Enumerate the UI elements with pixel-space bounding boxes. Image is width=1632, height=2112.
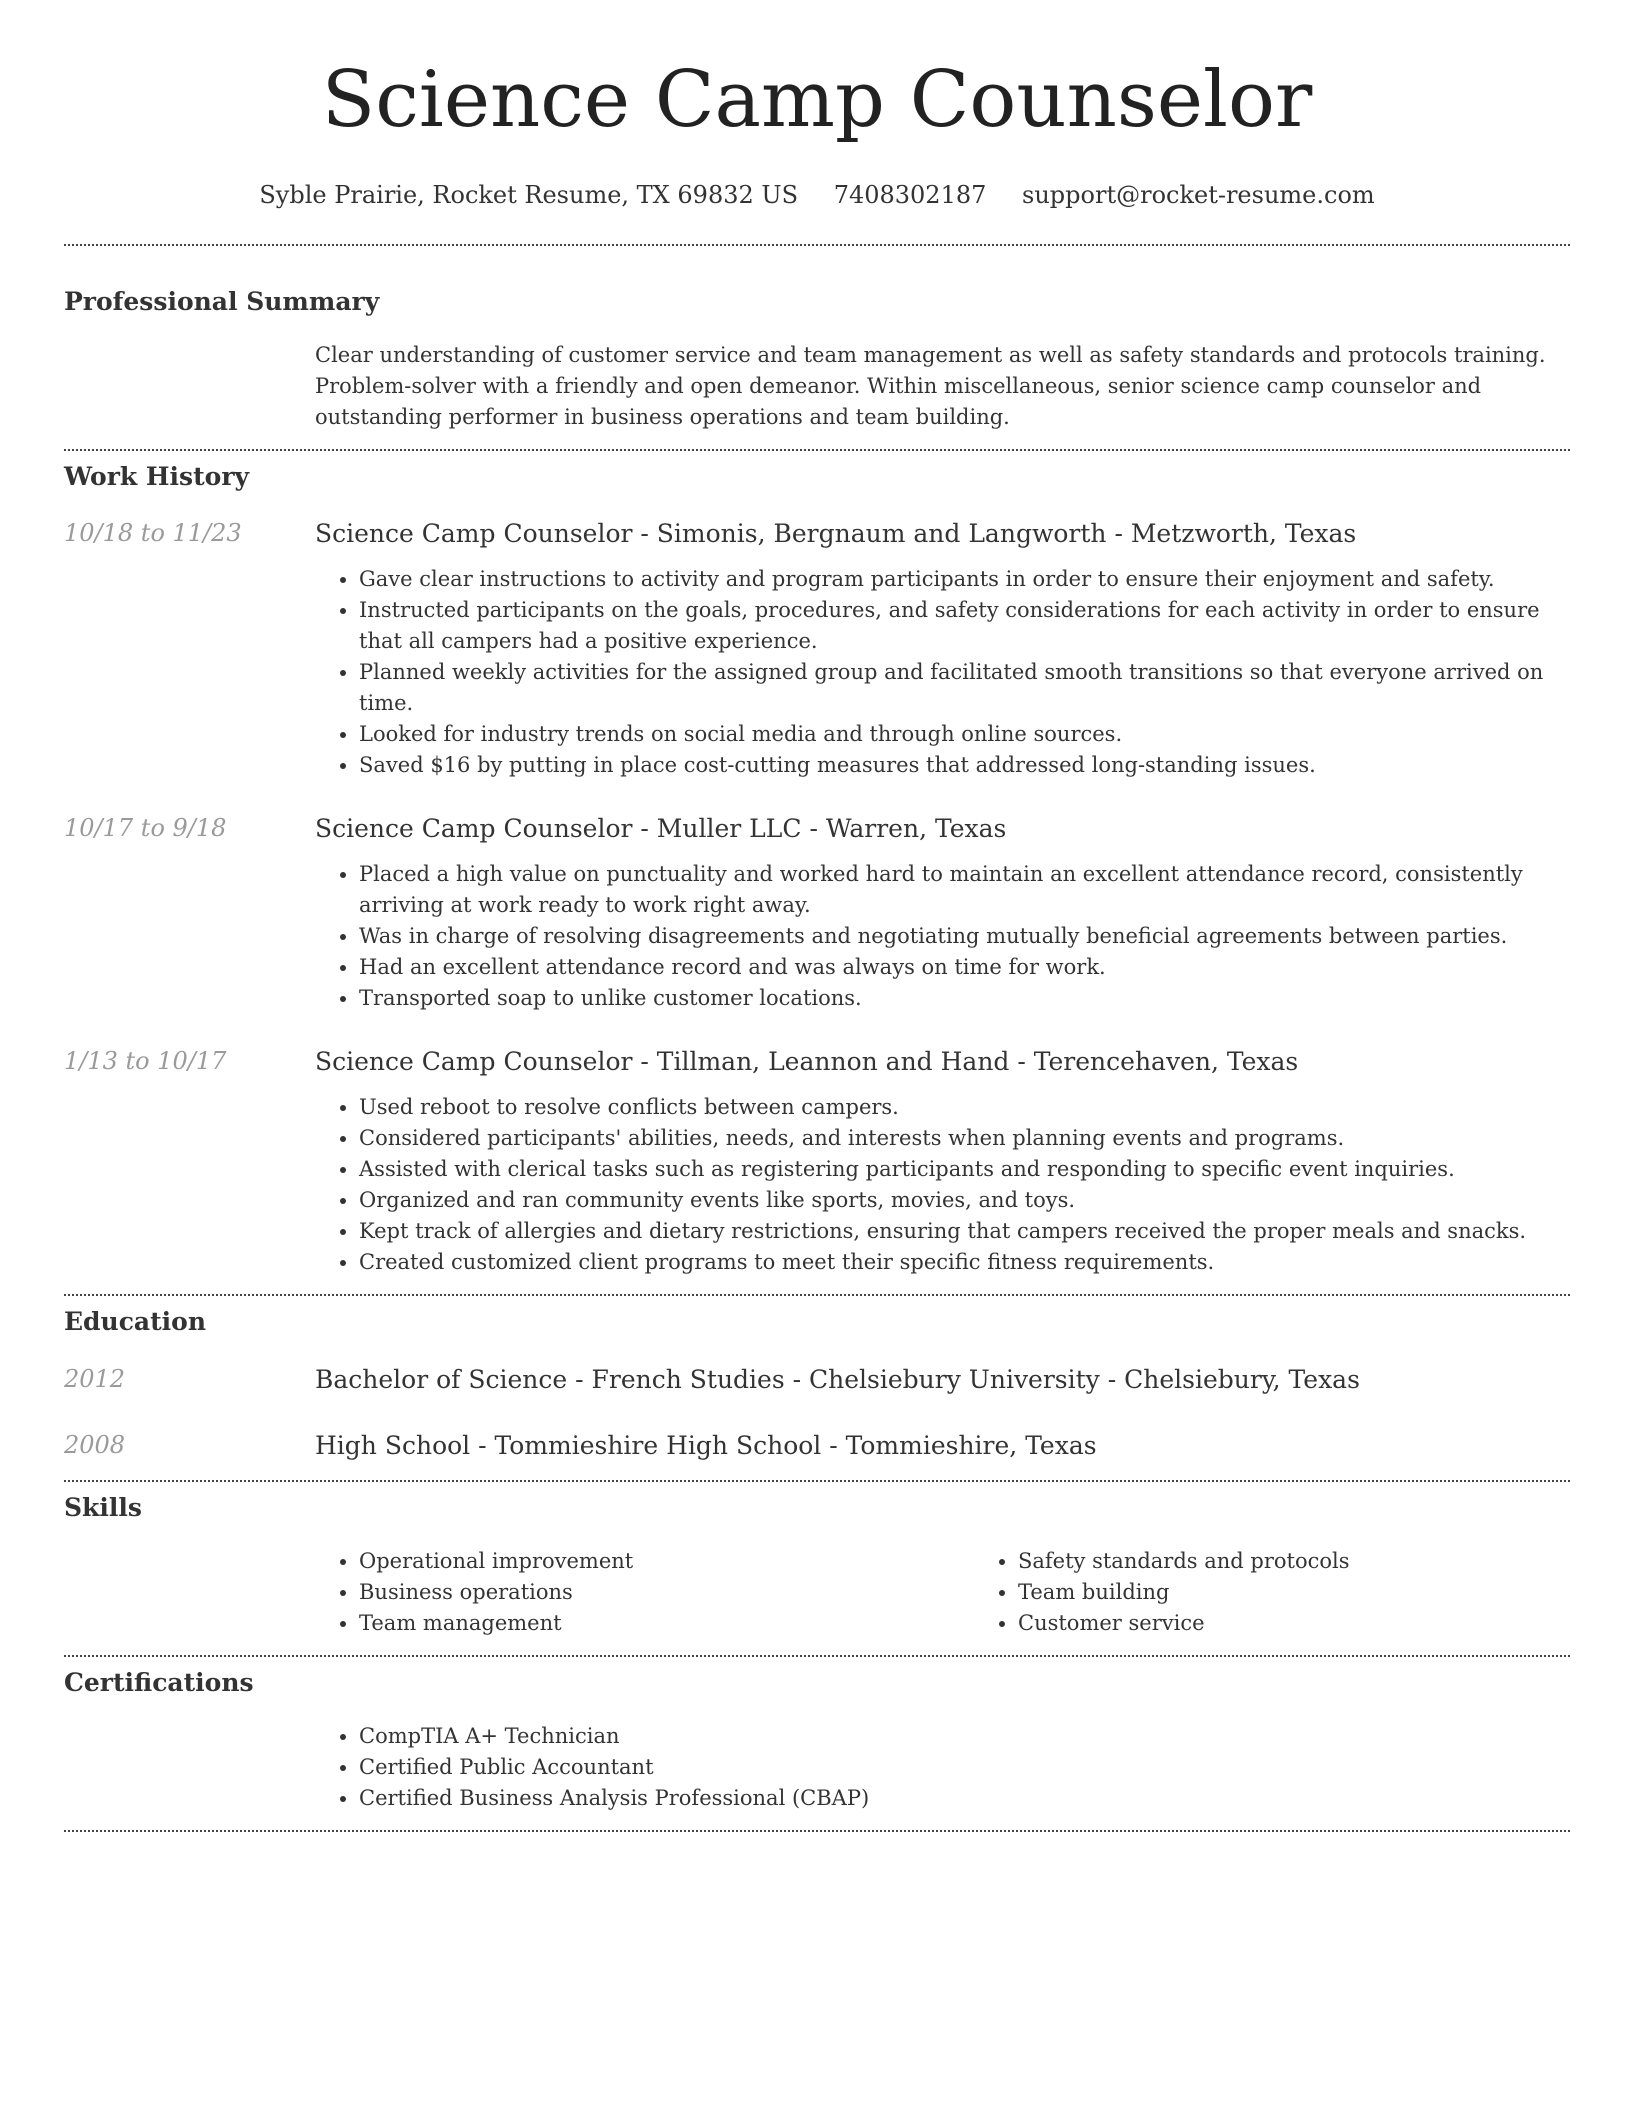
job-dates: 10/18 to 11/23 (64, 519, 242, 547)
section-title-work: Work History (64, 462, 250, 491)
list-item: • Team building (1018, 1577, 1632, 1608)
job-entry (64, 813, 1570, 1014)
job-bullets (315, 564, 1570, 781)
job-heading: Science Camp Counselor - Simonis, Bergnaum and Langworth - Metzworth, Texas (315, 519, 1357, 548)
list-item: • Used reboot to resolve conflicts between campers. (359, 1092, 1570, 1123)
list-item: • Organized and ran community events like sports, movies, and toys. (359, 1185, 1570, 1216)
list-item: • CompTIA A+ Technician (359, 1721, 1570, 1752)
list-item: • Team management (359, 1608, 974, 1639)
job-entry (64, 518, 1570, 781)
divider (64, 449, 1570, 451)
skills-list-left (315, 1546, 974, 1639)
contact-email: support@rocket-resume.com (1022, 181, 1375, 209)
list-item: • Business operations (359, 1577, 974, 1608)
list-item: • Created customized client programs to meet their specific fitness requirements. (359, 1247, 1570, 1278)
list-item: • Saved $16 by putting in place cost-cutting measures that addressed long-standing issues. (359, 750, 1570, 781)
resume-page (64, 0, 1570, 1832)
summary-section (64, 286, 1570, 433)
list-item: • Customer service (1018, 1608, 1632, 1639)
job-dates: 10/17 to 9/18 (64, 814, 227, 842)
list-item: • Gave clear instructions to activity and program participants in order to ensure their enjoyment and safety. (359, 564, 1570, 595)
list-item: • Assisted with clerical tasks such as registering participants and responding to specific event inquiries. (359, 1154, 1570, 1185)
list-item: • Safety standards and protocols (1018, 1546, 1632, 1577)
resume-name: Science Camp Counselor (321, 55, 1313, 145)
job-bullets (315, 859, 1570, 1014)
contact-address: Syble Prairie, Rocket Resume, TX 69832 US (259, 181, 799, 209)
list-item: • Considered participants' abilities, needs, and interests when planning events and programs. (359, 1123, 1570, 1154)
skills-section (64, 1492, 1570, 1639)
section-title-certifications: Certifications (64, 1668, 254, 1697)
list-item: • Operational improvement (359, 1546, 974, 1577)
summary-spacer (64, 340, 315, 433)
job-bullets (315, 1092, 1570, 1278)
job-dates: 1/13 to 10/17 (64, 1047, 227, 1075)
certifications-list (315, 1721, 1570, 1814)
contact-line (64, 180, 1570, 210)
divider (64, 244, 1570, 246)
education-entry (64, 1364, 1570, 1396)
divider (64, 1655, 1570, 1657)
list-item: • Certified Business Analysis Professional (CBAP) (359, 1783, 1570, 1814)
certifications-section (64, 1667, 1570, 1814)
job-entry (64, 1046, 1570, 1278)
list-item: • Certified Public Accountant (359, 1752, 1570, 1783)
job-heading: Science Camp Counselor - Muller LLC - Warren, Texas (315, 814, 1007, 843)
divider (64, 1830, 1570, 1832)
education-year: 2008 (64, 1431, 126, 1459)
education-text: High School - Tommieshire High School - Tommieshire, Texas (315, 1431, 1097, 1460)
divider (64, 1480, 1570, 1482)
list-item: • Transported soap to unlike customer locations. (359, 983, 1570, 1014)
work-section (64, 461, 1570, 1278)
list-item: • Instructed participants on the goals, procedures, and safety considerations for each activity in order to ensure that all campers had a positive experience. (359, 595, 1570, 657)
skills-grid (315, 1546, 1632, 1639)
job-heading: Science Camp Counselor - Tillman, Leannon and Hand - Terencehaven, Texas (315, 1047, 1299, 1076)
list-item: • Planned weekly activities for the assigned group and facilitated smooth transitions so that everyone arrived on time. (359, 657, 1570, 719)
list-item: • Looked for industry trends on social media and through online sources. (359, 719, 1570, 750)
list-item: • Placed a high value on punctuality and worked hard to maintain an excellent attendance record, consistently arriving at work ready to work right away. (359, 859, 1570, 921)
divider (64, 1294, 1570, 1296)
summary-text: Clear understanding of customer service and team management as well as safety standards and protocols training. Problem-solver with a friendly and open demeanor. Within miscellaneous, senior science camp counselor and outstanding performer in business operations and team building. (315, 343, 1546, 429)
contact-phone: 7408302187 (833, 181, 987, 209)
section-title-education: Education (64, 1307, 207, 1336)
education-section (64, 1306, 1570, 1462)
education-text: Bachelor of Science - French Studies - Chelsiebury University - Chelsiebury, Texas (315, 1365, 1360, 1394)
section-title-summary: Professional Summary (64, 287, 380, 316)
list-item: • Had an excellent attendance record and was always on time for work. (359, 952, 1570, 983)
list-item: • Was in charge of resolving disagreements and negotiating mutually beneficial agreements between parties. (359, 921, 1570, 952)
education-entry (64, 1430, 1570, 1462)
section-title-skills: Skills (64, 1493, 142, 1522)
list-item: • Kept track of allergies and dietary restrictions, ensuring that campers received the proper meals and snacks. (359, 1216, 1570, 1247)
education-year: 2012 (64, 1365, 126, 1393)
skills-list-right (974, 1546, 1632, 1639)
